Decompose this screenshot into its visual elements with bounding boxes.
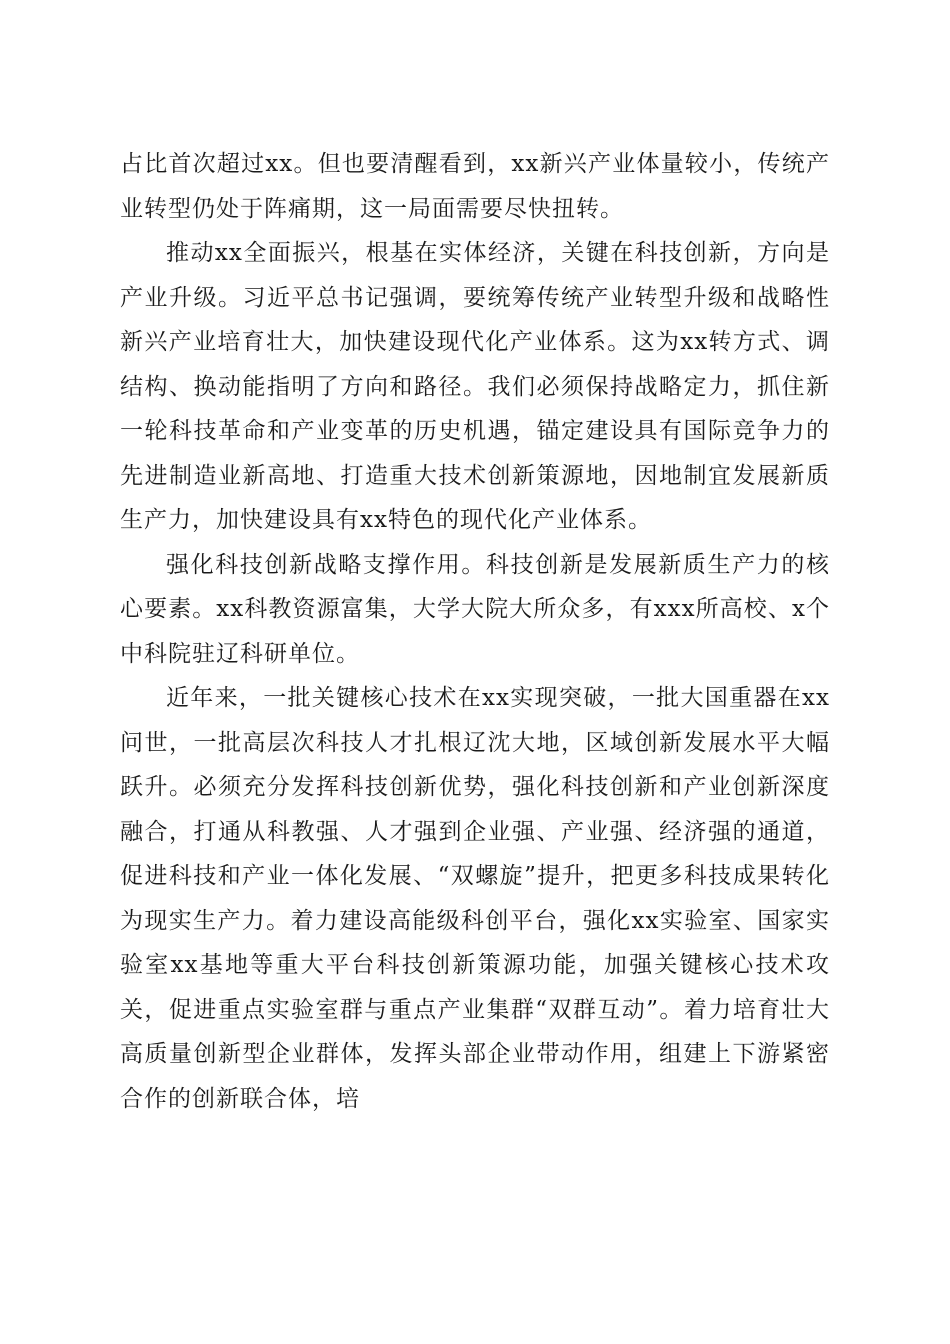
paragraph-tech-innovation: 强化科技创新战略支撑作用。科技创新是发展新质生产力的核心要素。xx科教资源富集，大学大院大所众多，有xxx所高校、x个中科院驻辽科研单位。 [120,551,830,667]
paragraph-continuation: 占比首次超过xx。但也要清醒看到，xx新兴产业体量较小，传统产业转型仍处于阵痛期，这一局面需要尽快扭转。 [120,151,830,222]
document-body [120,142,830,1121]
paragraph-recent-years: 近年来，一批关键核心技术在xx实现突破，一批大国重器在xx问世，一批高层次科技人才扎根辽沈大地，区域创新发展水平大幅跃升。必须充分发挥科技创新优势，强化科技创新和产业创新深度融合，打通从科教强、人才强到企业强、产业强、经济强的通道，促进科技和产业一体化发展、“双螺旋”提升，把更多科技成果转化为现实生产力。着力建设高能级科创平台，强化xx实验室、国家实验室xx基地等重大平台科技创新策源功能，加强关键核心技术攻关，促进重点实验室群与重点产业集群“双群互动”。着力培育壮大高质量创新型企业群体，发挥头部企业带动作用，组建上下游紧密合作的创新联合体，培 [120,685,830,1112]
paragraph-industrial-upgrade: 推动xx全面振兴，根基在实体经济，关键在科技创新，方向是产业升级。习近平总书记强调，要统筹传统产业转型升级和战略性新兴产业培育壮大，加快建设现代化产业体系。这为xx转方式、调结构、换动能指明了方向和路径。我们必须保持战略定力，抓住新一轮科技革命和产业变革的历史机遇，锚定建设具有国际竞争力的先进制造业新高地、打造重大技术创新策源地，因地制宜发展新质生产力，加快建设具有xx特色的现代化产业体系。 [120,240,830,533]
